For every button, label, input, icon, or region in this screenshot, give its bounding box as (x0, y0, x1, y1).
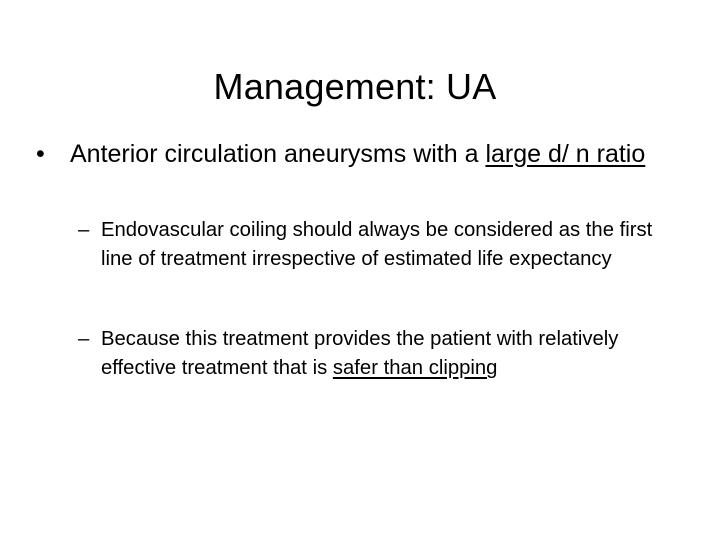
sub-bullet-marker: – (78, 328, 90, 350)
bullet-1-text-main: Anterior circulation aneurysms with a (70, 140, 486, 168)
bullet-1 (36, 136, 686, 172)
sub-bullet-2-underlined: safer than clipping (332, 357, 498, 379)
sub-bullet-2 (78, 325, 678, 383)
sub-bullet-1-text: Endovascular coiling should always be considered as the first line of treatment irrespective of estimated life expectancy (101, 219, 653, 270)
slide-title: Management: UA (213, 66, 497, 107)
sub-bullet-1 (78, 216, 678, 274)
bullet-1-text (70, 136, 686, 172)
sub-bullet-2-text-main: Because this treatment provides the patient with relatively effective treatment that is (101, 328, 619, 379)
bullet-marker: • (36, 140, 45, 168)
sub-bullet-2-text (101, 325, 678, 383)
bullet-1-underlined: large d/ n ratio (485, 140, 646, 168)
sub-bullet-marker: – (78, 219, 90, 241)
